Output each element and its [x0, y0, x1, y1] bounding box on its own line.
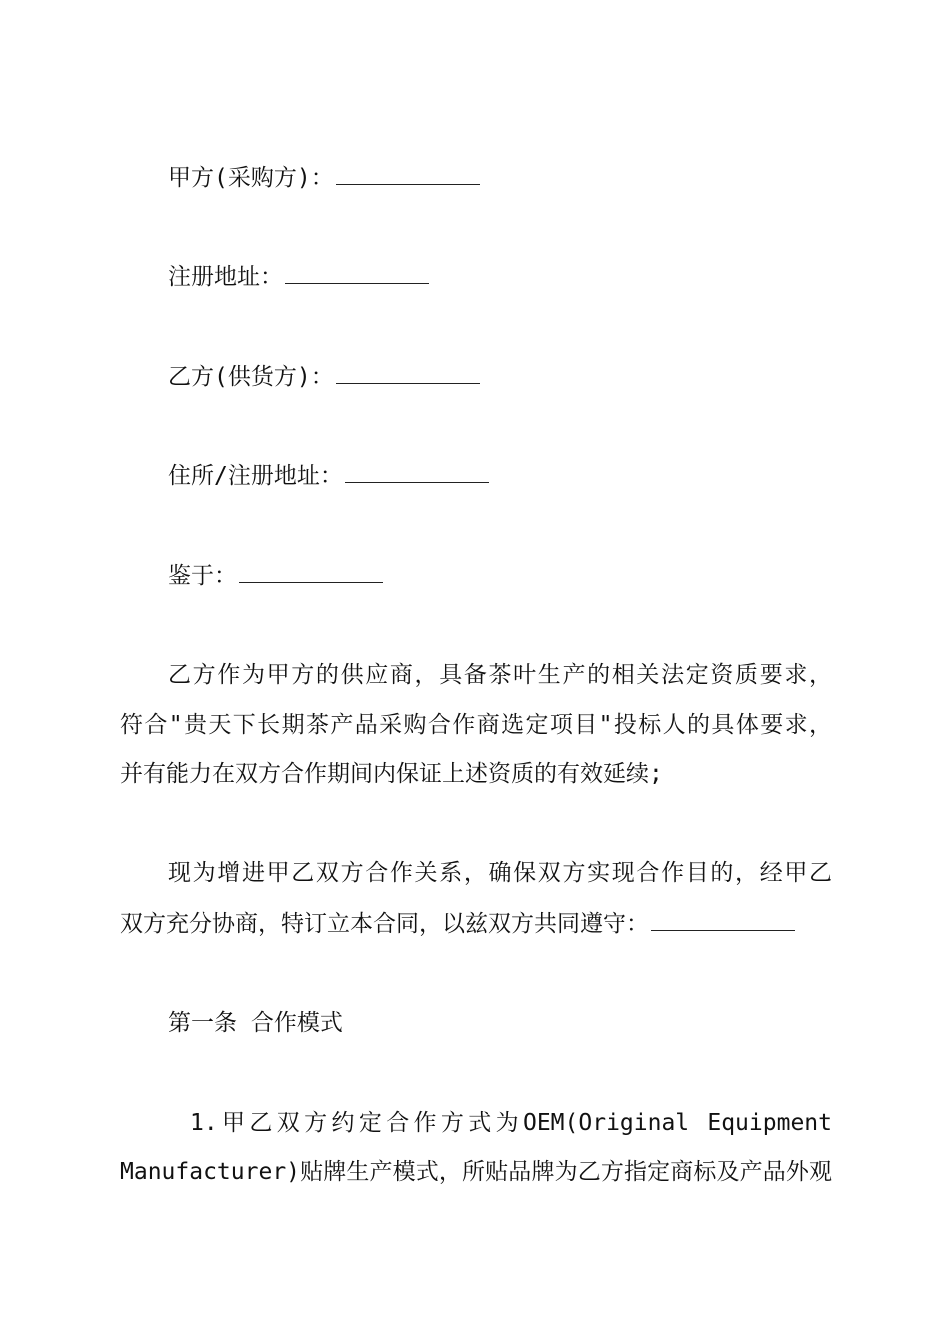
- party-a-row: [168, 162, 832, 193]
- paragraph-2-line-2-row: [120, 908, 832, 939]
- party-b-row: [168, 361, 832, 392]
- registered-address-blank[interactable]: [285, 261, 429, 284]
- whereas-row: [168, 560, 832, 591]
- residence-blank[interactable]: [345, 460, 489, 483]
- paragraph-1-line-2: 符合"贵天下长期茶产品采购合作商选定项目"投标人的具体要求，: [120, 712, 832, 738]
- paragraph-1-line-3: 并有能力在双方合作期间内保证上述资质的有效延续;: [120, 761, 663, 787]
- paragraph-1-line-1: 乙方作为甲方的供应商，具备茶叶生产的相关法定资质要求，: [168, 662, 832, 688]
- residence-row: [168, 460, 832, 491]
- item-1-line-2: Manufacturer)贴牌生产模式，所贴品牌为乙方指定商标及产品外观: [120, 1159, 832, 1185]
- party-a-blank[interactable]: [336, 162, 480, 185]
- article-1-title: 第一条 合作模式: [168, 1010, 343, 1036]
- whereas-blank[interactable]: [239, 560, 383, 583]
- registered-address-row: [168, 261, 832, 292]
- paragraph-2-blank[interactable]: [651, 908, 795, 931]
- registered-address-label: 注册地址：: [168, 264, 283, 290]
- paragraph-2-line-2: 双方充分协商，特订立本合同，以兹双方共同遵守：: [120, 911, 649, 937]
- paragraph-2-line-1: 现为增进甲乙双方合作关系，确保双方实现合作目的，经甲乙: [168, 860, 832, 886]
- party-b-blank[interactable]: [336, 361, 480, 384]
- whereas-label: 鉴于：: [168, 563, 237, 589]
- party-b-label: 乙方(供货方)：: [168, 364, 334, 390]
- item-1-line-1: 1.甲乙双方约定合作方式为OEM(Original Equipment: [190, 1110, 832, 1136]
- party-a-label: 甲方(采购方)：: [168, 165, 334, 191]
- residence-label: 住所/注册地址：: [168, 463, 343, 489]
